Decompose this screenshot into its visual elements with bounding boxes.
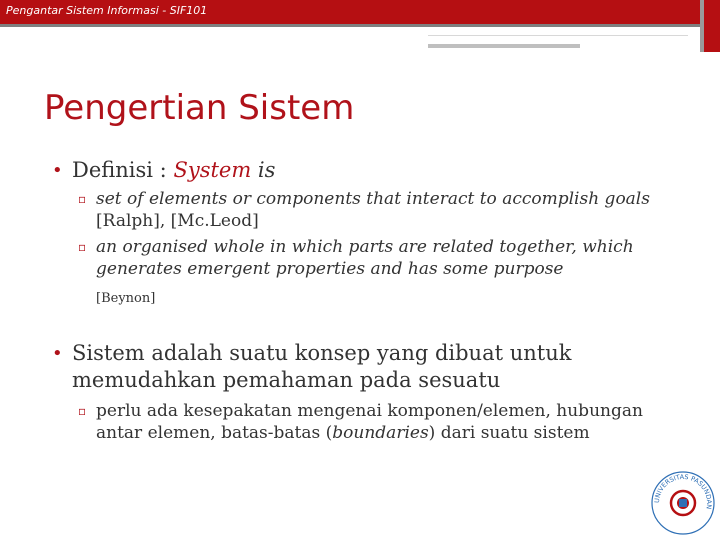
kesepakatan-after: ) dari suatu sistem xyxy=(428,423,590,443)
decorative-bar xyxy=(428,44,580,48)
refs-ralph-mcleod: [Ralph], [Mc.Leod] xyxy=(96,211,259,231)
header-bar xyxy=(0,0,720,24)
header-underline xyxy=(0,24,700,27)
bullet-sistem-adalah xyxy=(52,340,652,394)
sub-bullet-beynon-text xyxy=(96,236,678,280)
university-logo xyxy=(648,468,718,538)
bullet-sistem-adalah-text: Sistem adalah suatu konsep yang dibuat untuk memudahkan pemahaman pada sesuatu xyxy=(72,341,572,392)
is-word: is xyxy=(251,158,276,182)
ref-beynon: [Beynon] xyxy=(96,291,156,306)
kesepakatan-before: perlu ada kesepakatan mengenai komponen/elemen, hubungan antar elemen, batas-batas ( xyxy=(96,401,643,443)
sub-bullet-beynon xyxy=(78,236,678,280)
definition-ralph: set of elements or components that interact to accomplish goals xyxy=(96,189,650,209)
sub-bullet-ralph xyxy=(78,188,678,232)
bullet-icon: • xyxy=(52,343,63,364)
sub-bullet-ralph-text xyxy=(96,188,678,232)
sub-bullet-kesepakatan xyxy=(78,400,678,444)
square-bullet-icon: ▫ xyxy=(78,240,87,254)
logo-ring-text: UNIVERSITAS PASUNDAN xyxy=(652,472,714,510)
definition-beynon: an organised whole in which parts are related together, which generates emergent properties and has some purpose xyxy=(96,237,634,279)
decorative-line xyxy=(428,35,688,36)
slide-title: Pengertian Sistem xyxy=(44,88,355,128)
square-bullet-icon: ▫ xyxy=(78,192,87,206)
sub-bullet-kesepakatan-text xyxy=(96,400,678,444)
system-word: System xyxy=(173,158,252,182)
definisi-label: Definisi : xyxy=(72,158,174,182)
corner-accent-red xyxy=(704,0,720,52)
bullet-definisi xyxy=(52,158,652,183)
boundaries-word: boundaries xyxy=(332,423,429,443)
course-title: Pengantar Sistem Informasi - SIF101 xyxy=(6,4,208,17)
square-bullet-icon: ▫ xyxy=(78,404,87,418)
bullet-icon: • xyxy=(52,160,63,181)
bullet-definisi-text xyxy=(72,158,652,183)
